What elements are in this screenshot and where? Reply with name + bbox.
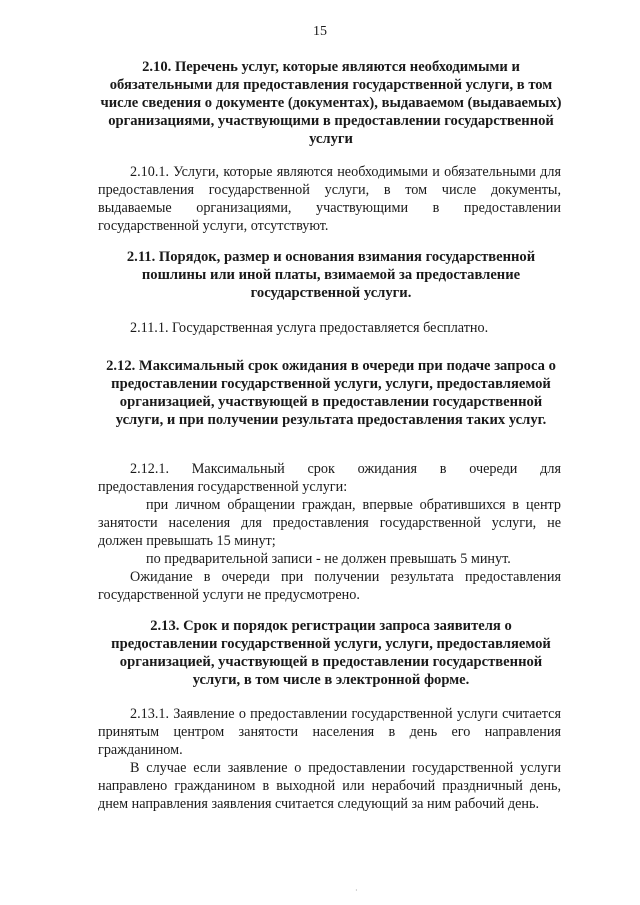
section-2-12-appointment-paragraph: по предварительной записи - не должен превышать 5 минут. [146,551,511,567]
section-2-12-1-paragraph-line-2: предоставления государственной услуги: [98,479,348,495]
section-2-11-1-paragraph: 2.11.1. Государственная услуга предоставляется бесплатно. [130,320,489,336]
scan-speck: · [355,886,358,895]
section-2-12-personal-visit-paragraph: при личном обращении граждан, впервые обратившихся в центр занятости населения для предоставления государственной услуги, не должен превышать 15 минут; [98,497,561,549]
section-2-12-heading: 2.12. Максимальный срок ожидания в очереди при подаче запроса о предоставлении государственной услуги, услуги, предоставляемой организацией, участвующей в предоставлении государственной услуги, и при получении результата предоставления таких услуг. [106,358,556,428]
section-2-13-heading: 2.13. Срок и порядок регистрации запроса заявителя о предоставлении государственной услуги, услуги, предоставляемой организацией, участвующей в предоставлении государственной услуги, в том числе в электронной форме. [111,618,551,688]
page-number: 15 [313,24,327,39]
section-2-12-waiting-paragraph: Ожидание в очереди при получении результата предоставления государственной услуги не предусмотрено. [98,569,561,603]
section-2-12-1-paragraph-line-1: 2.12.1. Максимальный срок ожидания в очереди для [130,461,561,477]
section-2-13-1-paragraph: 2.13.1. Заявление о предоставлении государственной услуги считается принятым центром занятости населения в день его направления гражданином. [98,706,561,758]
section-2-10-1-paragraph: 2.10.1. Услуги, которые являются необходимыми и обязательными для предоставления государственной услуги, в том числе документы, выдаваемые организациями, участвующими в предоставлении государственной услуги, отсутствуют. [98,164,561,234]
section-2-11-heading: 2.11. Порядок, размер и основания взимания государственной пошлины или иной платы, взимаемой за предоставление государственной услуги. [126,249,536,301]
section-2-13-weekend-paragraph: В случае если заявление о предоставлении государственной услуги направлено гражданином в выходной или нерабочий праздничный день, днем направления заявления считается следующий за ним рабочий день. [98,760,561,812]
section-2-10-heading: 2.10. Перечень услуг, которые являются необходимыми и обязательными для предоставления государственной услуги, в том числе сведения о документе (документах), выдаваемом (выдаваемых) организациями, участвующими в предоставлении государственной услуги [100,59,562,147]
